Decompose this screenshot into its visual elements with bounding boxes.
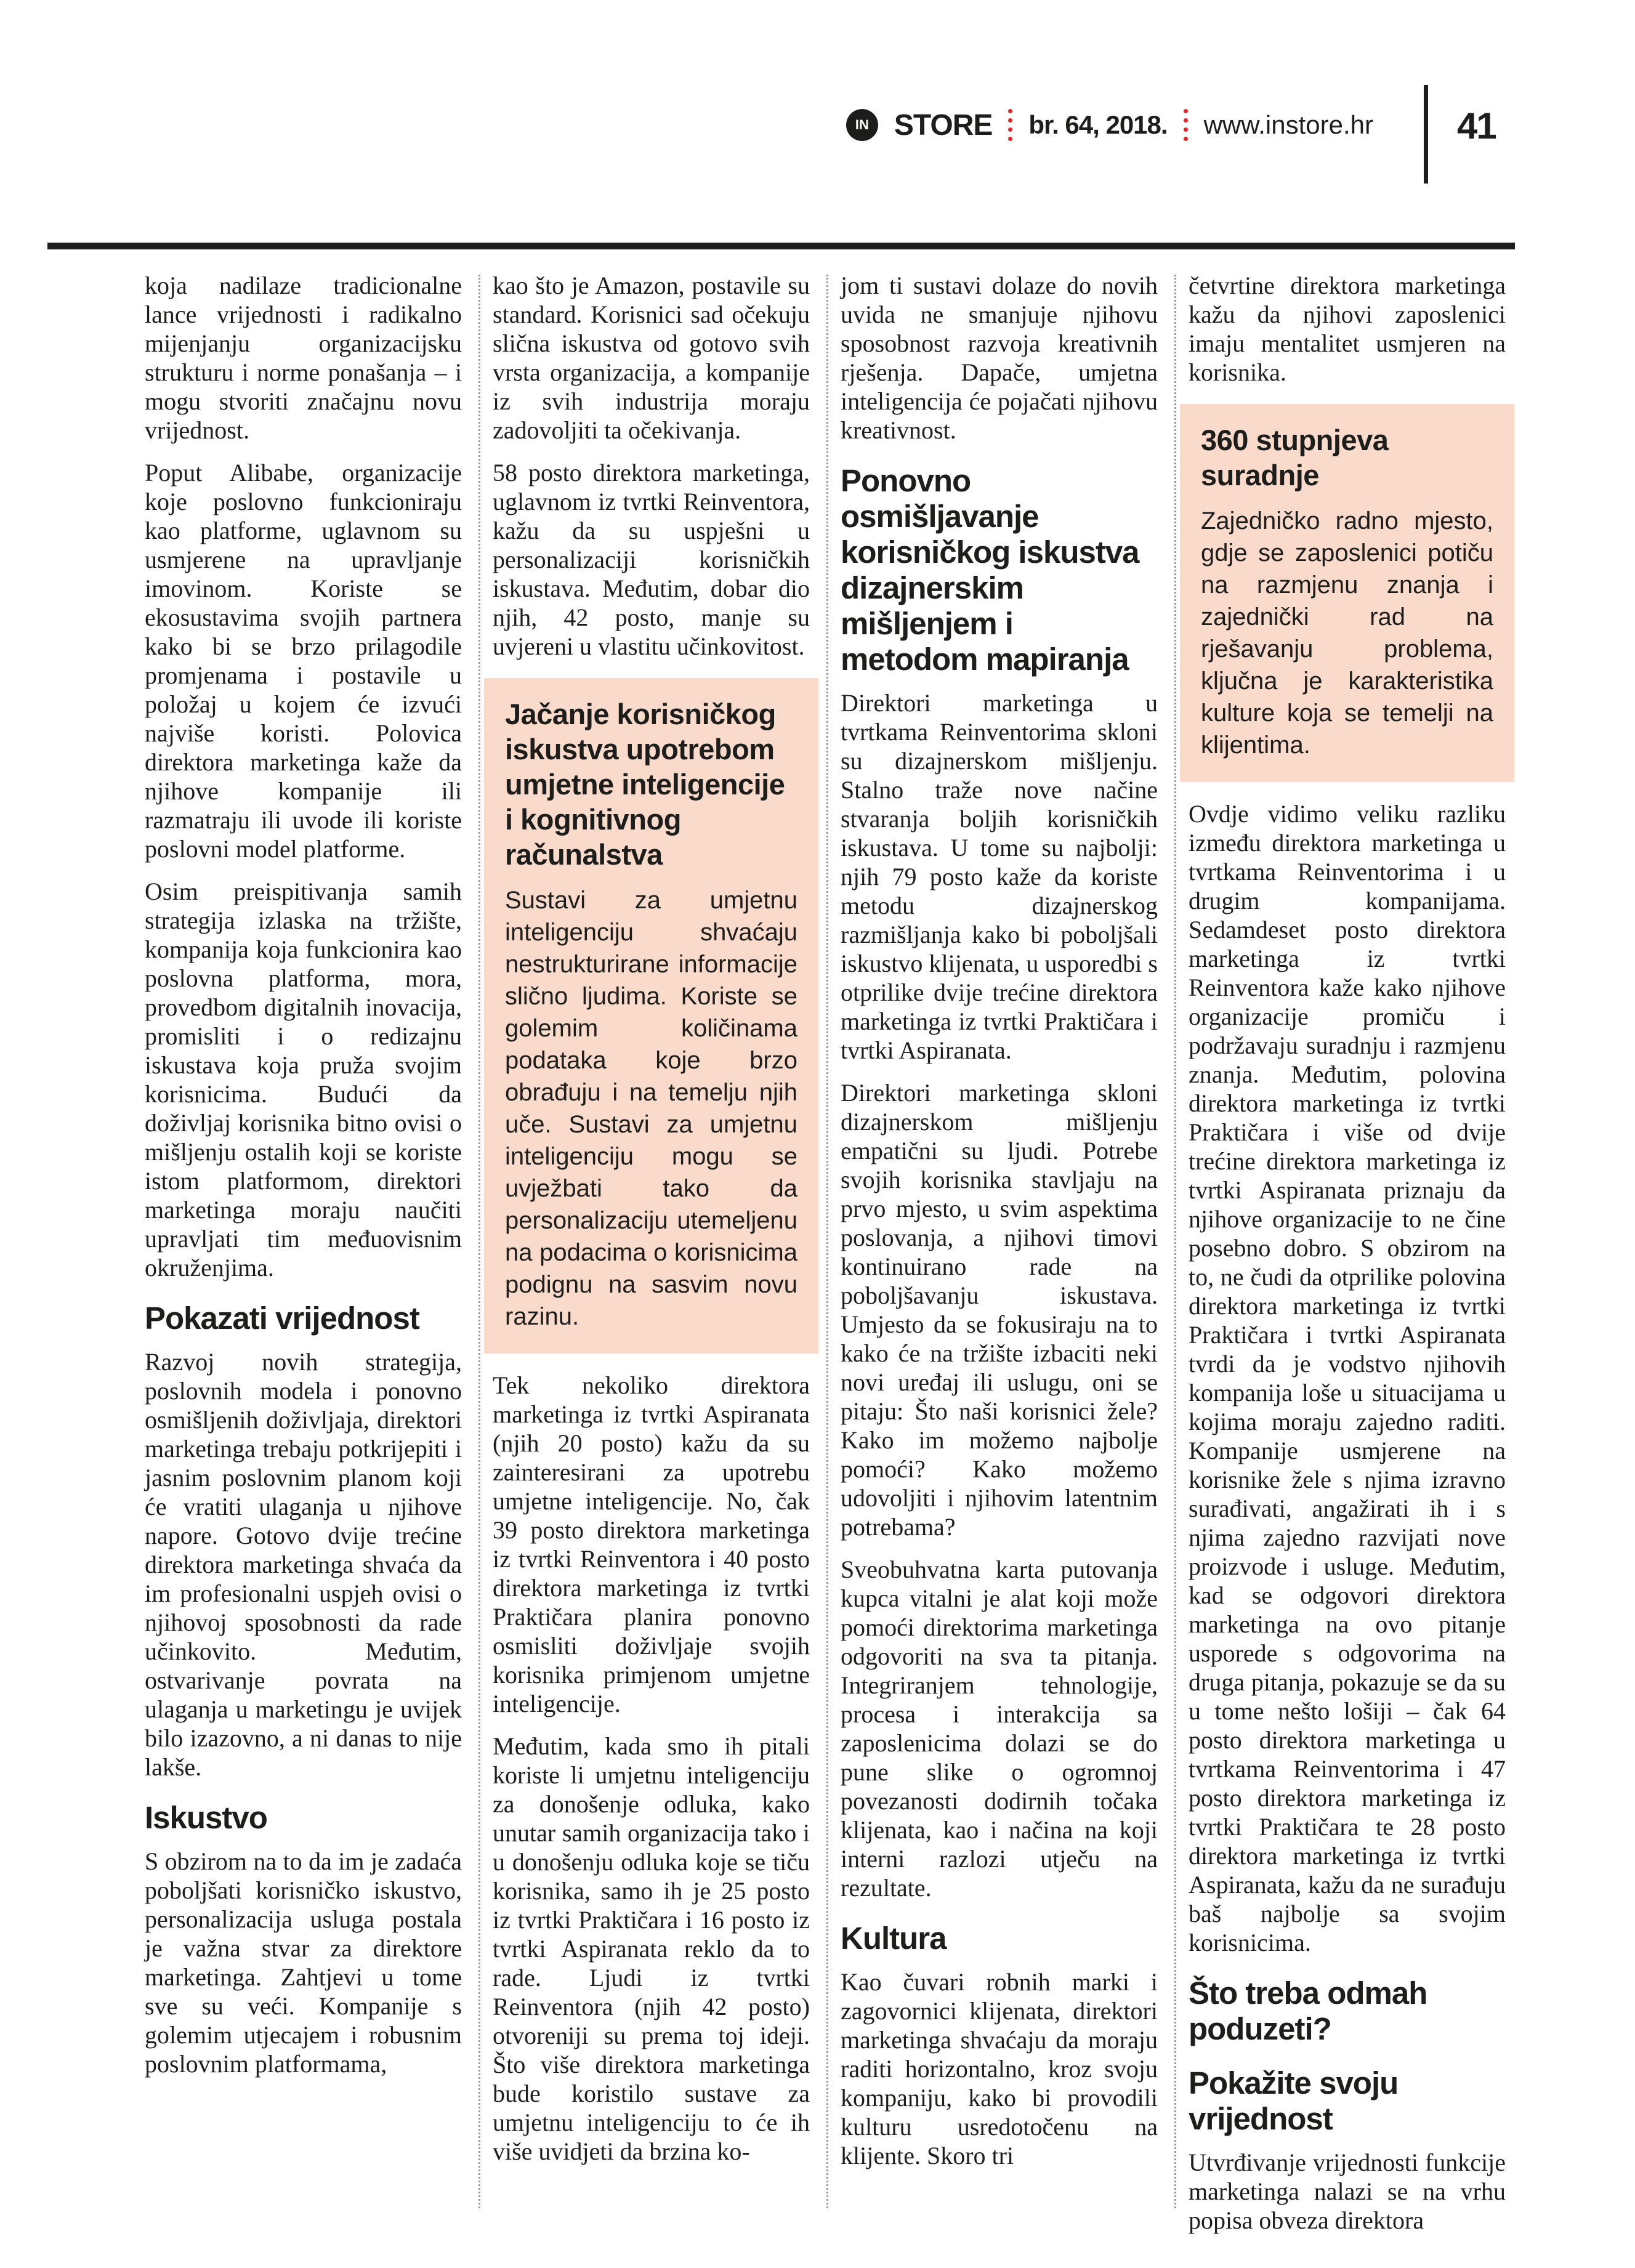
issue-label: br. 64, 2018.: [1028, 110, 1168, 139]
text-column-4: [1189, 271, 1506, 2248]
highlight-box-text: Sustavi za umjetnu inteligenciju shvaćaju nestrukturirane informacije slično ljudima. Koriste se golemim količinama podataka koje brzo obrađuju i na temelju njih uče. Sustavi za umjetnu inteligenciju mogu se uvježbati tako da personalizaciju utemeljenu na podacima o korisnicima podignu na sasvim novu razinu.: [505, 887, 797, 1330]
section-heading: Ponovno osmišljavanje korisničkog iskustva dizajnerskim mišljenjem i metodom mapiranja: [841, 463, 1139, 677]
highlight-box: [1180, 404, 1514, 782]
body-paragraph: četvrtine direktora marketinga kažu da njihovi zaposlenici imaju mentalitet usmjeren na korisnika.: [1189, 272, 1506, 386]
section-heading: Kultura: [841, 1921, 947, 1956]
masthead: [846, 102, 1373, 148]
highlight-box: [484, 678, 818, 1354]
header-rule: [47, 243, 1515, 249]
section-heading: Iskustvo: [145, 1800, 267, 1835]
brand-name: STORE: [894, 108, 993, 142]
column-separator: [1174, 275, 1176, 2208]
highlight-box-text: Zajedničko radno mjesto, gdje se zaposlenici potiču na razmjenu znanja i zajednički rad na rješavanju problema, ključna je karakteristika kulture koja se temelji na klijentima.: [1201, 507, 1493, 759]
body-paragraph: koja nadilaze tradicionalne lance vrijednosti i radikalno mijenjanju organizacijsku strukturu i norme ponašanja – i mogu stvoriti značajnu novu vrijednost.: [145, 272, 462, 444]
column-separator: [826, 275, 828, 2208]
highlight-box-title: 360 stupnjeva suradnje: [1201, 424, 1389, 491]
instore-logo-icon: [846, 109, 878, 141]
website-url: www.instore.hr: [1203, 110, 1373, 139]
section-heading: Pokazati vrijednost: [145, 1301, 419, 1336]
text-column-3: [841, 271, 1158, 2184]
section-heading: Što treba odmah poduzeti?: [1189, 1975, 1427, 2046]
body-paragraph: Ovdje vidimo veliku razliku između direktora marketinga u tvrtkama Reinventorima i u drugim kompanijama. Sedamdeset posto direktora marketinga iz tvrtki Reinventora kaže kako njihove organizacije promiču i podržavaju suradnju i razmjenu znanja. Međutim, polovina direktora marketinga iz tvrtki Praktičara i više od dvije trećine direktora marketinga iz tvrtki Aspiranata priznaju da njihove organizacije to ne čine posebno dobro. S obzirom na to, ne čudi da otprilike polovina direktora marketinga iz tvrtki Praktičara i tvrtki Aspiranata tvrdi da je vodstvo njihovih kompanija loše u situacijama u kojima moraju zajedno raditi. Kompanije usmjerene na korisnike žele s njima izravno surađivati, angažirati ih i s njima zajedno razvijati nove proizvode i usluge. Međutim, kad se odgovori direktora marketinga na ovo pitanje usporede s odgovorima na druga pitanja, pokazuje se da su u tome nešto lošiji – čak 64 posto direktora marketinga u tvrtkama Reinventorima i 47 posto direktora marketinga iz tvrtki Praktičara te 28 posto direktora marketinga iz tvrtki Aspiranata, kažu da ne surađuju baš najbolje sa svojim korisnicima.: [1189, 800, 1506, 1956]
body-paragraph: Međutim, kada smo ih pitali koriste li umjetnu inteligenciju za donošenje odluka, kako unutar samih organizacija tako i u donošenju odluka koje se tiču korisnika, samo ih je 25 posto iz tvrtki Praktičara i 16 posto iz tvrtki Aspiranata reklo da to rade. Ljudi iz tvrtki Reinventora (njih 42 posto) otvoreniji su prema toj ideji. Što više direktora marketinga bude koristilo sustave za umjetnu inteligenciju to će ih više uvidjeti da brzina ko-: [493, 1732, 810, 2165]
column-separator: [478, 275, 480, 2208]
header-vertical-divider: [1424, 85, 1428, 184]
page-number: 41: [1457, 105, 1496, 147]
body-paragraph: Tek nekoliko direktora marketinga iz tvrtki Aspiranata (njih 20 posto) kažu da su zainteresirani za upotrebu umjetne inteligencije. No, čak 39 posto direktora marketinga iz tvrtki Reinventora i 40 posto direktora marketinga iz tvrtki Praktičara planira ponovno osmisliti doživljaje svojih korisnika primjenom umjetne inteligencije.: [493, 1371, 810, 1717]
highlight-box-title: Jačanje korisničkog iskustva upotrebom umjetne inteligencije i kognitivnog računalstva: [505, 698, 785, 871]
text-column-1: [145, 271, 462, 2092]
body-paragraph: jom ti sustavi dolaze do novih uvida ne smanjuje njihovu sposobnost razvoja kreativnih rješenja. Dapače, umjetna inteligencija će pojačati njihovu kreativnost.: [841, 272, 1158, 444]
body-paragraph: Direktori marketinga u tvrtkama Reinventorima skloni su dizajnerskom mišljenju. Stalno traže nove načine stvaranja boljih korisničkih iskustava. U tome su najbolji: njih 79 posto kaže da koriste metodu dizajnerskog razmišljanja kako bi poboljšali iskustvo klijenata, u usporedbi s otprilike dvije trećine direktora marketinga iz tvrtki Praktičara i tvrtki Aspiranata.: [841, 689, 1158, 1064]
body-paragraph: Poput Alibabe, organizacije koje poslovno funkcioniraju kao platforme, uglavnom su usmjerene na upravljanje imovinom. Koriste se ekosustavima svojih partnera kako bi se brzo prilagodile promjenama i postavile u položaj u kojem će izvući najviše koristi. Polovica direktora marketinga kaže da njihove kompanije ili razmatraju ili uvode ili koriste poslovni model platforme.: [145, 459, 462, 863]
article-body: [145, 271, 1507, 2234]
logo-monogram: IN: [855, 117, 869, 132]
body-paragraph: Razvoj novih strategija, poslovnih modela i ponovno osmišljenih doživljaja, direktori marketinga trebaju potkrijepiti i jasnim poslovnim planom koji će vratiti ulaganja u njihove napore. Gotovo dvije trećine direktora marketinga shvaća da im profesionalni uspjeh ovisi o njihovoj sposobnosti da rade učinkovito. Međutim, ostvarivanje povrata na ulaganja u marketingu je uvijek bilo izazovno, a ni danas to nije lakše.: [145, 1348, 462, 1781]
body-paragraph: Direktori marketinga skloni dizajnerskom mišljenju empatični su ljudi. Potrebe svojih korisnika stavljaju na prvo mjesto, u svim aspektima poslovanja, a njihovi timovi kontinuirano rade na poboljšavanju iskustava. Umjesto da se fokusiraju na to kako će na tržište izbaciti neki novi uređaj ili uslugu, oni se pitaju: Što naši korisnici žele? Kako im možemo najbolje pomoći? Kako možemo udovoljiti i njihovim latentnim potrebama?: [841, 1079, 1158, 1541]
body-paragraph: Utvrđivanje vrijednosti funkcije marketinga nalazi se na vrhu popisa obveza direktora: [1189, 2149, 1506, 2234]
red-dotted-divider-icon: [1008, 109, 1012, 141]
body-paragraph: S obzirom na to da im je zadaća poboljšati korisničko iskustvo, personalizacija usluga postala je važna stvar za direktore marketinga. Zahtjevi u tome sve su veći. Kompanije s golemim utjecajem i robusnim poslovnim platformama,: [145, 1847, 462, 2078]
body-paragraph: Sveobuhvatna karta putovanja kupca vitalni je alat koji može pomoći direktorima marketinga odgovoriti na sva ta pitanja. Integriranjem tehnologije, procesa i interakcija sa zaposlenicima dolazi se do pune slike o ogromnoj povezanosti dodirnih točaka klijenata, kao i načina na koji interni razlozi utječu na rezultate.: [841, 1556, 1158, 1902]
body-paragraph: kao što je Amazon, postavile su standard. Korisnici sad očekuju slična iskustva od gotovo svih vrsta organizacija, a kompanije iz svih industrija moraju zadovoljiti ta očekivanja.: [493, 272, 810, 444]
text-column-2: [493, 271, 810, 2179]
body-paragraph: 58 posto direktora marketinga, uglavnom iz tvrtki Reinventora, kažu da su uspješni u personalizaciji korisničkih iskustava. Međutim, dobar dio njih, 42 posto, manje su uvjereni u vlastitu učinkovitost.: [493, 459, 810, 660]
red-dotted-divider-icon: [1184, 109, 1188, 141]
body-paragraph: Kao čuvari robnih marki i zagovornici klijenata, direktori marketinga shvaćaju da moraju raditi horizontalno, kroz svoju kompaniju, kako bi provodili kulturu usredotočenu na klijente. Skoro tri: [841, 1968, 1158, 2169]
body-paragraph: Osim preispitivanja samih strategija izlaska na tržište, kompanija koja funkcionira kao poslovna platforma, mora, provedbom digitalnih inovacija, promisliti i o redizajnu iskustava koja pruža svojim korisnicima. Budući da doživljaj korisnika bitno ovisi o mišljenju ostalih koji se koriste istom platformom, direktori marketinga moraju naučiti upravljati tim međuovisnim okruženjima.: [145, 878, 462, 1281]
section-heading: Pokažite svoju vrijednost: [1189, 2065, 1399, 2136]
